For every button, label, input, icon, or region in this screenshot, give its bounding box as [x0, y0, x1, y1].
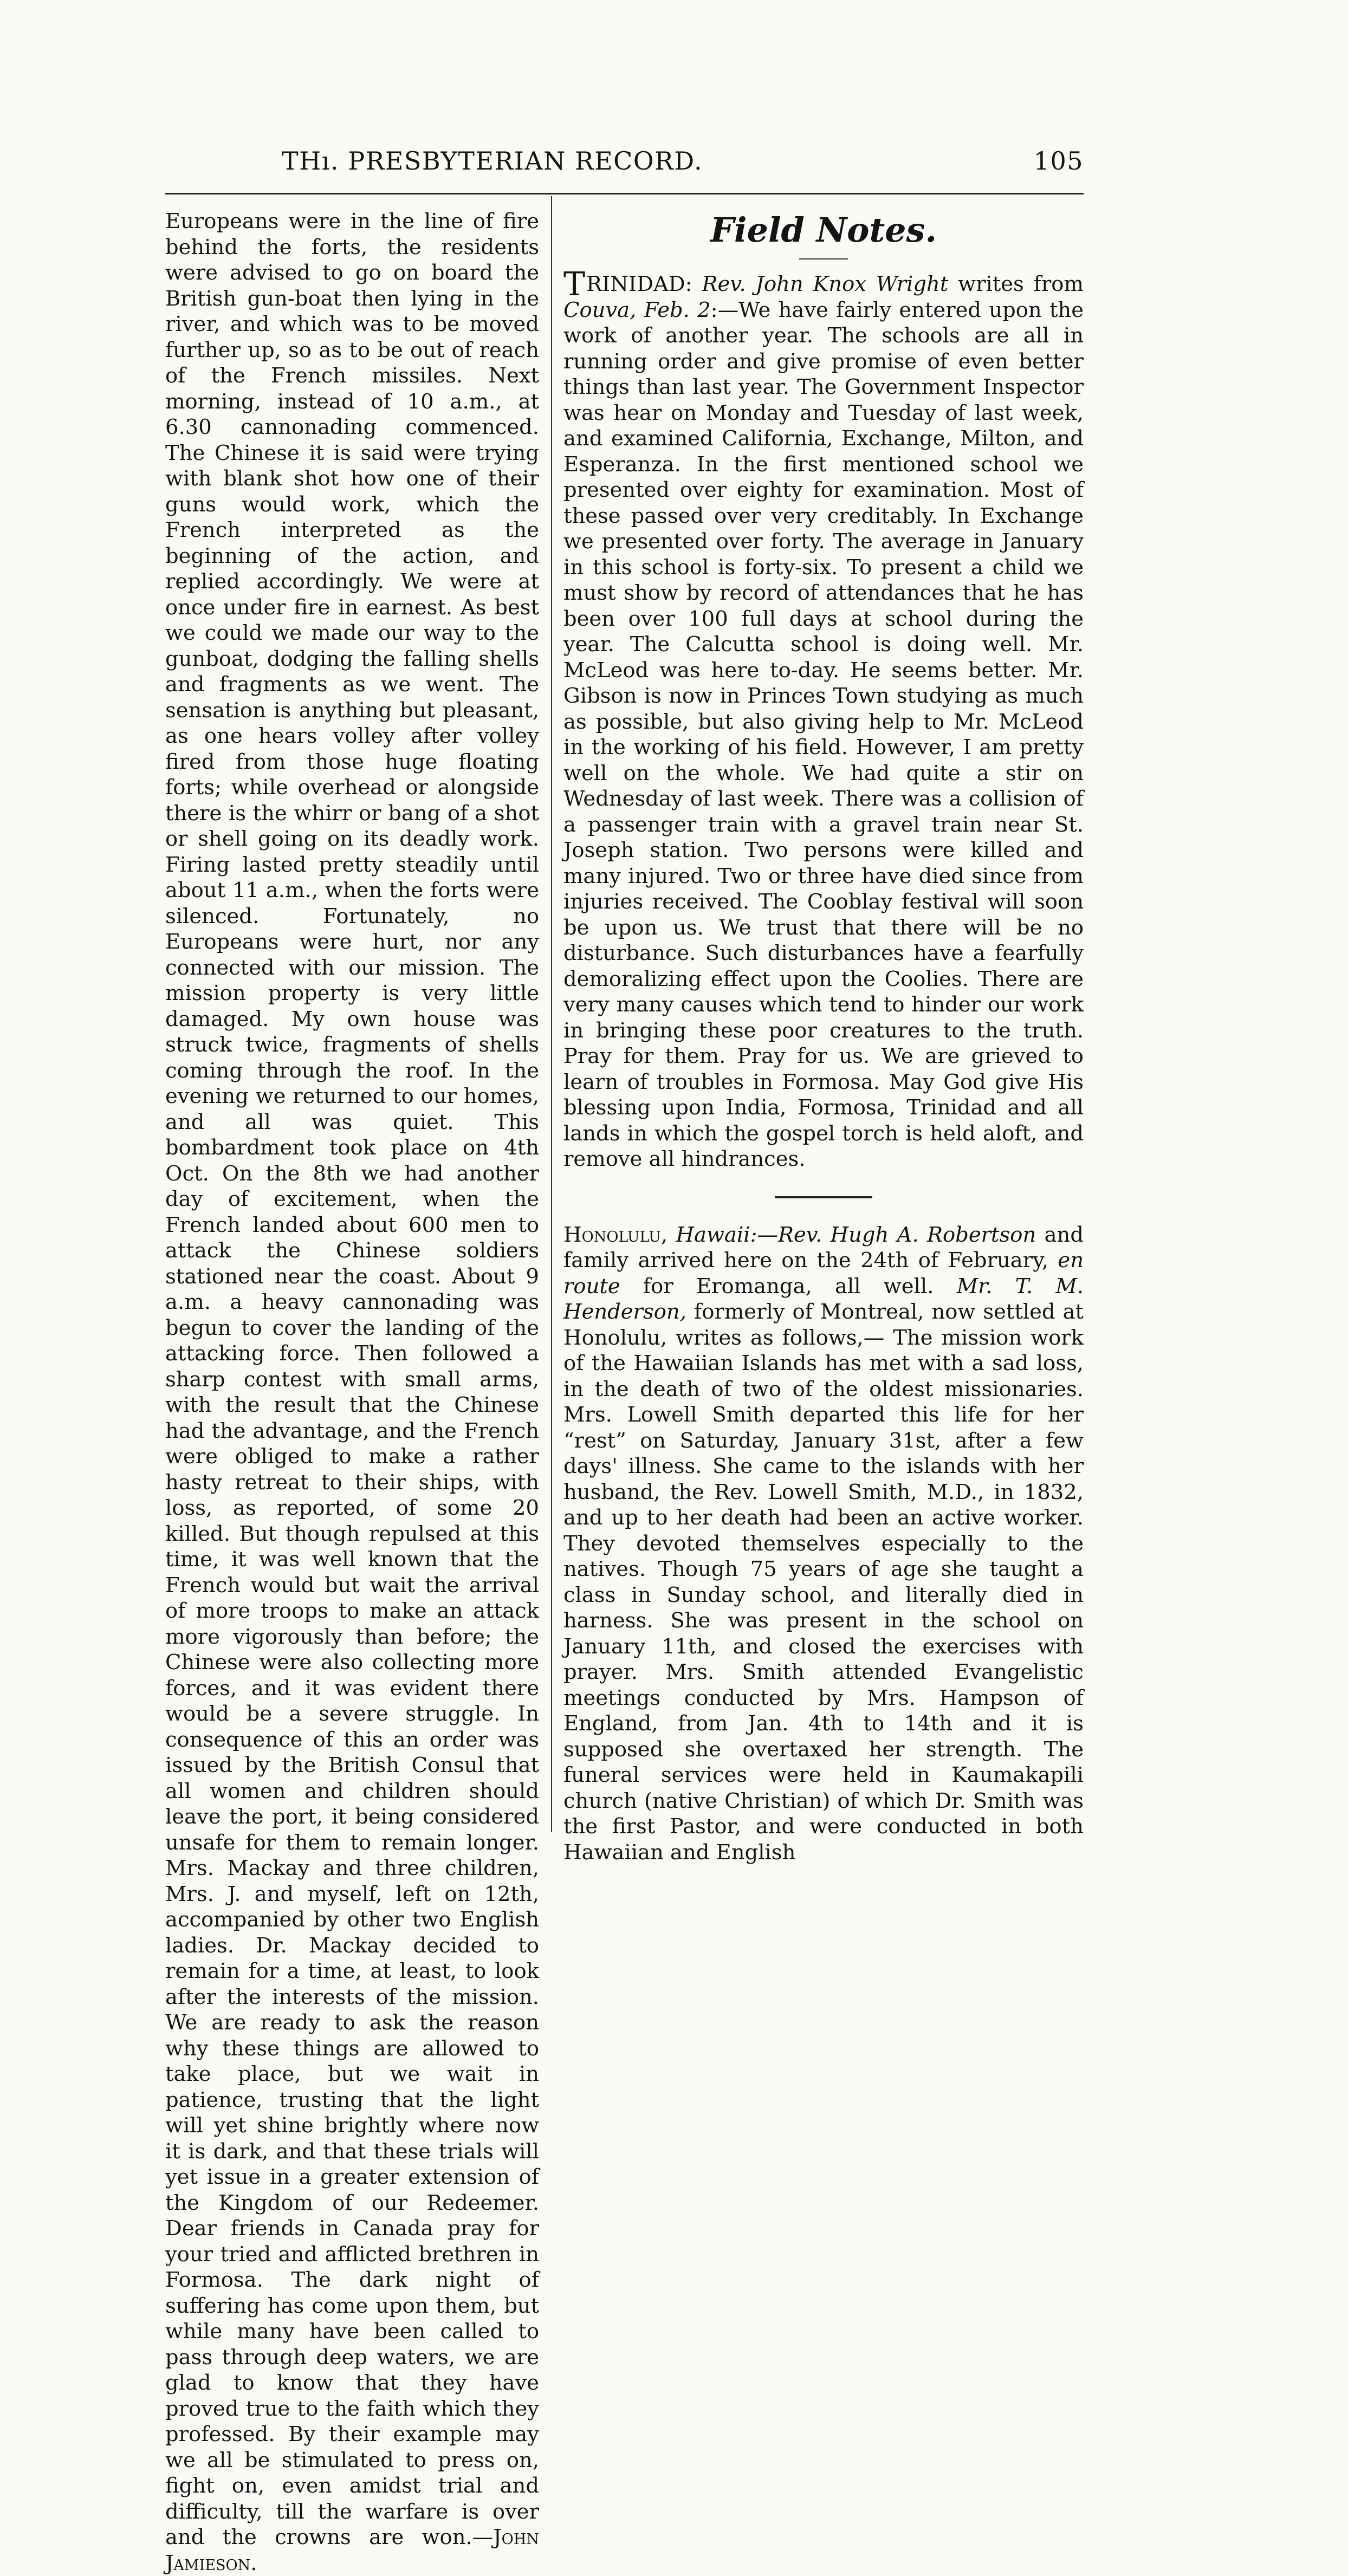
dropcap: T — [563, 265, 586, 303]
trinidad-from: Couva, Feb. 2 — [563, 297, 711, 322]
trinidad-author: Rev. John Knox Wright — [702, 272, 949, 296]
honolulu-body-3: formerly of Montreal, now settled at Honolulu, writes as follows,— The mission work of the Hawaiian Islands has met with a sad loss, in the death of two of the oldest missionaries. Mrs. Lowell Smith departed this life for her “rest” on Saturday, January 31st, after a few days' illness. She came to the islands with her husband, the Rev. Lowell Smith, M.D., in 1832, and up to her death had been an active worker. They devoted themselves especially to the natives. Though 75 years of age she taught a class in Sunday school, and literally died in harness. She was present in the school on January 11th, and closed the exercises with prayer. Mrs. Smith attended Evangelistic meetings conducted by Mrs. Hampson of England, from Jan. 4th to 14th and it is supposed she overtaxed her strength. The funeral services were held in Kaumakapili church (native Christian) of which Dr. Smith was the first Pastor, and were conducted in both Hawaiian and English — [563, 1300, 1084, 1865]
page-header — [163, 146, 1084, 184]
right-column — [563, 209, 1084, 1865]
section-heading: Field Notes. — [710, 210, 937, 250]
en-route: en route — [563, 1248, 1084, 1299]
jamieson-letter-text: Europeans were in the line of fire behind the forts, the residents were advised to go on board the British gun-boat then lying in the river, and which was to be moved further up, so as to be out of reach of the French missiles. Next morning, instead of 10 a.m., at 6.30 cannonading commenced. The Chinese it is said were trying with blank shot how one of their guns would work, which the French interpreted as the beginning of the action, and replied accordingly. We were at once under fire in earnest. As best we could we made our way to the gunboat, dodging the falling shells and fragments as we went. The sensation is anything but pleasant, as one hears volley after volley fired from those huge floating forts; while overhead or alongside there is the whirr or bang of a shot or shell going on its deadly work. Firing lasted pretty steadily until about 11 a.m., when the forts were silenced. Fortunately, no Europeans were hurt, nor any connected with our mission. The mission property is very little damaged. My own house was struck twice, fragments of shells coming through the roof. In the evening we returned to our homes, and all was quiet. This bombardment took place on 4th Oct. On the 8th we had another day of excitement, when the French landed about 600 men to attack the Chinese soldiers stationed near the coast. About 9 a.m. a heavy cannonading was begun to cover the landing of the attacking force. Then followed a sharp contest with small arms, with the result that the Chinese had the advantage, and the French were obliged to make a rather hasty retreat to their ships, with loss, as reported, of some 20 killed. But though repulsed at this time, it was well known that the French would but wait the arrival of more troops to make an attack more vigorously than before; the Chinese were also collecting more forces, and it was evident there would be a severe struggle. In consequence of this an order was issued by the British Consul that all women and children should leave the port, it being considered unsafe for them to remain longer. Mrs. Mackay and three children, Mrs. J. and myself, left on 12th, accompanied by other two English ladies. Dr. Mackay decided to remain for a time, at least, to look after the interests of the mission. We are ready to ask the reason why these things are allowed to take place, but we wait in patience, trusting that the light will yet shine brightly where now it is dark, and that these trials will yet issue in a greater extension of the Kingdom of our Redeemer. Dear friends in Canada pray for your tried and afflicted brethren in Formosa. The dark night of suffering has come upon them, but while many have been called to pass through deep waters, we are glad to know that they have proved true to the faith which they professed. By their example may we all be stimulated to press on, fight on, even amidst trial and difficulty, till the warfare is over and the crowns are won.— — [165, 209, 539, 2549]
left-column — [165, 209, 539, 2576]
honolulu-body-1: and family arrived here on the 24th of February, — [563, 1222, 1084, 1273]
jamieson-letter — [165, 209, 539, 2576]
trinidad-writes: writes from — [948, 272, 1084, 296]
running-title: THı. PRESBYTERIAN RECORD. — [282, 146, 703, 176]
trinidad-place: RINIDAD: — [586, 272, 692, 296]
trinidad-note — [563, 265, 1084, 1172]
page-number: 105 — [1033, 146, 1084, 176]
honolulu-region: Hawaii:—Rev. Hugh A. Robertson — [676, 1222, 1036, 1247]
trinidad-body: :—We have fairly entered upon the work of another year. The schools are all in running order and give promise of even better things than last year. The Government Inspector was hear on Monday and Tuesday of last week, and examined California, Exchange, Milton, and Esperanza. In the first mentioned school we presented over eighty for examination. Most of these passed over very creditably. In Exchange we presented over forty. The average in January in this school is forty-six. To present a child we must show by record of attendances that he has been over 100 full days at school during the year. The Calcutta school is doing well. Mr. McLeod was here to-day. He seems better. Mr. Gibson is now in Princes Town studying as much as possible, but also giving help to Mr. McLeod in the working of his field. However, I am pretty well on the whole. We had quite a stir on Wednesday of last week. There was a collision of a passenger train with a gravel train near St. Joseph station. Two persons were killed and many injured. Two or three have died since from injuries received. The Cooblay festival will soon be upon us. We trust that there will be no disturbance. Such disturbances have a fearfully demoralizing effect upon the Coolies. There are very many causes which tend to hinder our work in bringing these poor creatures to the truth. Pray for them. Pray for us. We are grieved to learn of troubles in Formosa. May God give His blessing upon India, Formosa, Trinidad and all lands in which the gospel torch is held aloft, and remove all hindrances. — [563, 297, 1084, 1171]
column-divider — [551, 196, 552, 1832]
header-rule — [165, 193, 1084, 194]
honolulu-place: Honolulu, — [563, 1222, 668, 1247]
henderson: Mr. T. M. Henderson, — [563, 1274, 1084, 1324]
honolulu-note — [563, 1222, 1084, 1866]
signature: John Jamieson. — [165, 2525, 539, 2575]
heading-rule — [799, 258, 848, 259]
honolulu-body-2: for Eromanga, all well. — [620, 1274, 957, 1299]
section-divider — [775, 1196, 872, 1198]
